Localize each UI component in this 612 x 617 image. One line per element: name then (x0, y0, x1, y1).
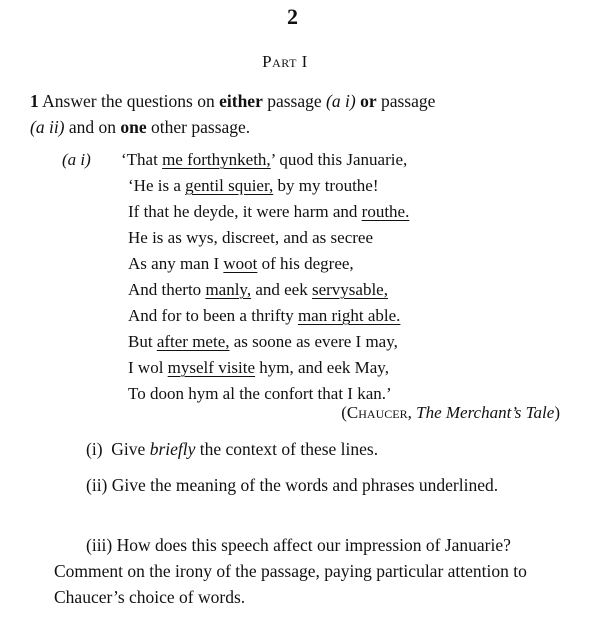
question-1 (30, 88, 590, 140)
underlined-phrase: gentil squier, (185, 176, 274, 195)
poem-text: I wol (128, 358, 168, 377)
one-word: one (120, 117, 147, 137)
poem-line (62, 356, 582, 382)
poem-passage (62, 148, 582, 408)
poem-text: As any man I (128, 254, 224, 273)
separator: , (407, 403, 417, 422)
passage-ref-aii: (a ii) (30, 117, 65, 137)
poem-text: ‘That (121, 150, 163, 169)
underlined-phrase: woot (223, 254, 258, 273)
poem-text: hym, and eek May, (255, 358, 389, 377)
poem-line (62, 304, 582, 330)
passage-ref-ai: (a i) (326, 91, 356, 111)
poem-line (62, 174, 582, 200)
underlined-phrase: me forthynketh, (162, 150, 271, 169)
poem-text: And therto (128, 280, 206, 299)
poem-line (62, 330, 582, 356)
question-number: 1 (30, 91, 39, 111)
poem-line (62, 278, 582, 304)
question-text: other passage. (151, 117, 251, 137)
underlined-phrase: myself visite (167, 358, 256, 377)
question-text: Answer the questions on (42, 91, 215, 111)
subquestion-text: the context of these lines. (199, 439, 379, 459)
poem-text: and eek (251, 280, 312, 299)
emphasis-word: briefly (149, 439, 196, 459)
subquestion-iii: (iii) How does this speech affect our impression of Januarie? Comment on the irony of the passage, paying particular attention to Chaucer’s choice of words. (54, 535, 527, 607)
poem-text: If that he deyde, it were harm and (128, 202, 362, 221)
underlined-phrase: routhe. (361, 202, 410, 221)
part-heading: Part I (262, 52, 308, 71)
paren: ) (554, 403, 560, 422)
attribution (341, 403, 560, 423)
or-word: or (360, 91, 377, 111)
subquestion-ii: (ii) Give the meaning of the words and phrases underlined. (86, 475, 499, 495)
underlined-phrase: man right able. (297, 306, 401, 325)
author-name: Chaucer (346, 403, 408, 422)
question-text: and on (68, 117, 117, 137)
poem-line (62, 226, 582, 252)
underlined-phrase: servysable, (311, 280, 388, 299)
question-text: passage (380, 91, 436, 111)
paren: ( (341, 403, 347, 422)
subquestion-i (86, 436, 378, 462)
subquestion-text: Give (111, 439, 146, 459)
poem-line (62, 200, 582, 226)
poem-text: as soone as evere I may, (229, 332, 398, 351)
page-number: 2 (287, 4, 298, 29)
subquestion-number: (i) (86, 439, 103, 459)
poem-text: by my trouthe! (273, 176, 379, 195)
poem-text: ’ quod this Januarie, (270, 150, 408, 169)
poem-line (62, 148, 582, 174)
poem-text: He is as wys, discreet, and as secree (128, 228, 373, 247)
passage-label: (a i) (62, 150, 91, 169)
poem-text: But (128, 332, 157, 351)
work-title: The Merchant’s Tale (416, 403, 555, 422)
either-word: either (219, 91, 263, 111)
underlined-phrase: after mete, (156, 332, 230, 351)
question-text: passage (267, 91, 322, 111)
poem-text: of his degree, (257, 254, 354, 273)
poem-line (62, 252, 582, 278)
poem-text: ‘He is a (128, 176, 186, 195)
poem-text: And for to been a thrifty (128, 306, 298, 325)
poem-text: To doon hym al the confort that I kan.’ (128, 384, 392, 403)
underlined-phrase: manly, (205, 280, 252, 299)
